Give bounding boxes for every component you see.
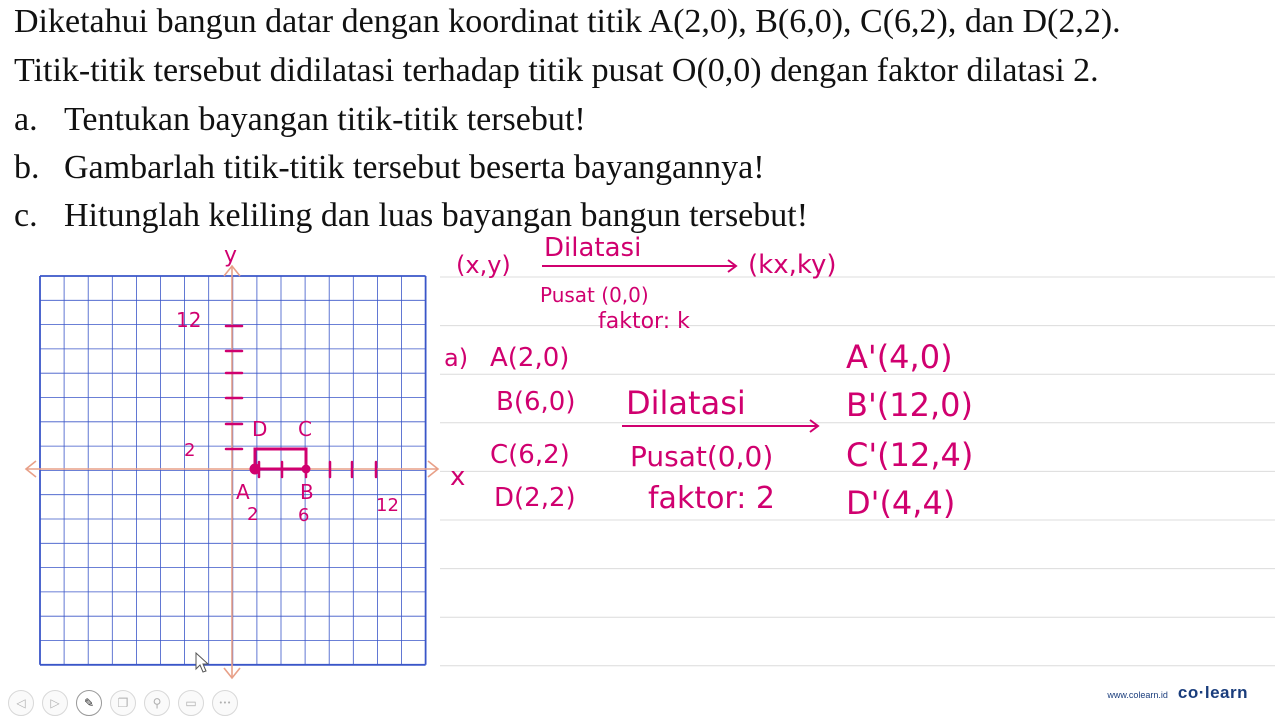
question-item-c-label: c. <box>14 197 38 234</box>
brand-url[interactable]: www.colearn.id <box>1107 690 1168 700</box>
question-item-b-text: Gambarlah titik-titik tersebut beserta bayangannya! <box>64 149 765 186</box>
question-item-a-label: a. <box>14 101 38 138</box>
copy-icon[interactable]: ❐ <box>110 690 136 716</box>
question-line-2: Titik-titik tersebut didilatasi terhadap titik pusat O(0,0) dengan faktor dilatasi 2. <box>14 52 1099 89</box>
more-icon[interactable]: ••• <box>212 690 238 716</box>
y-tick-label-12: 12 <box>176 308 202 332</box>
question-item-b-label: b. <box>14 149 40 186</box>
question-line-1: Diketahui bangun datar dengan koordinat titik A(2,0), B(6,0), C(6,2), dan D(2,2). <box>14 3 1121 40</box>
image-point-a: A'(4,0) <box>846 338 953 376</box>
image-point-b: B'(12,0) <box>846 386 973 424</box>
question-item-c-text: Hitunglah keliling dan luas bayangan bangun tersebut! <box>64 197 809 234</box>
drawing-toolbar <box>8 690 238 716</box>
question-item-a <box>14 100 586 140</box>
original-point-a: A(2,0) <box>490 343 570 373</box>
brand-watermark <box>1107 683 1248 703</box>
zoom-icon[interactable]: ⚲ <box>144 690 170 716</box>
question-item-b <box>14 148 765 188</box>
question-item-c <box>14 196 808 236</box>
original-point-d: D(2,2) <box>494 483 576 513</box>
pen-icon[interactable]: ✎ <box>76 690 102 716</box>
point-label-a: A <box>236 480 250 504</box>
original-point-b: B(6,0) <box>496 387 576 417</box>
point-label-c: C <box>298 417 312 441</box>
back-icon[interactable]: ◁ <box>8 690 34 716</box>
screen-icon[interactable]: ▭ <box>178 690 204 716</box>
x-axis-label: x <box>450 462 466 492</box>
y-axis-label: y <box>224 243 238 268</box>
dilation-factor-label: faktor: 2 <box>648 481 775 516</box>
mouse-cursor-icon <box>196 653 208 672</box>
x-tick-label-6: 6 <box>298 505 310 526</box>
y-tick-label-2: 2 <box>184 440 196 461</box>
image-point-d: D'(4,4) <box>846 484 956 522</box>
forward-icon[interactable]: ▷ <box>42 690 68 716</box>
rule-center-label: Pusat (0,0) <box>540 283 649 307</box>
rule-arrow-top-label: Dilatasi <box>544 233 642 263</box>
x-tick-label-2: 2 <box>247 504 259 525</box>
question-item-a-text: Tentukan bayangan titik-titik tersebut! <box>64 101 586 138</box>
point-label-d: D <box>252 417 268 441</box>
point-a-dot <box>251 465 259 473</box>
point-label-b: B <box>300 480 314 504</box>
point-b-dot <box>303 466 309 472</box>
x-tick-label-12: 12 <box>376 495 399 516</box>
part-a-label: a) <box>444 344 469 372</box>
rule-factor-label: faktor: k <box>598 309 690 334</box>
original-point-c: C(6,2) <box>490 440 570 470</box>
rule-left-expression: (x,y) <box>456 251 511 279</box>
dilation-center-label: Pusat(0,0) <box>630 440 774 473</box>
rule-right-expression: (kx,ky) <box>748 250 837 280</box>
dilation-arrow-top-label: Dilatasi <box>626 384 746 422</box>
brand-logo: co·learn <box>1177 683 1248 702</box>
image-point-c: C'(12,4) <box>846 436 974 474</box>
